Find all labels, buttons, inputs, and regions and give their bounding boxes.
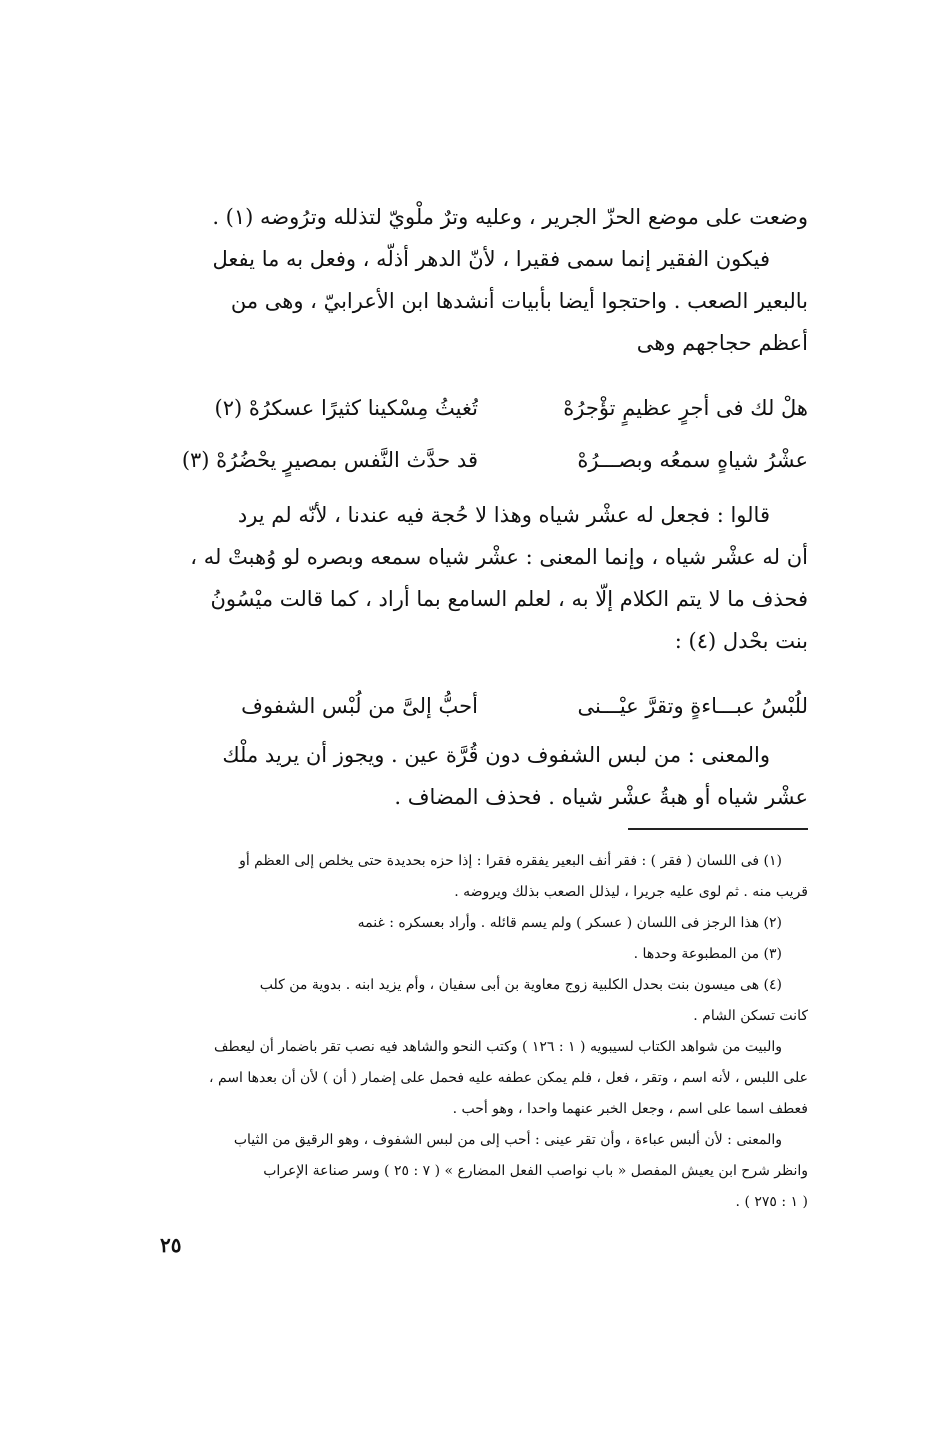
verse-line <box>160 388 808 428</box>
body-line: بالبعير الصعب . واحتجوا أيضا بأبيات أنشدها ابن الأعرابيّ ، وهى من <box>230 289 808 313</box>
footnote-line: وانظر شرح ابن يعيش المفصل « باب نواصب الفعل المضارع » ( ٧ : ٢٥ ) وسر صناعة الإعراب <box>263 1163 808 1179</box>
body-line: أن له عشْر شياه ، وإنما المعنى : عشْر شياه سمعه وبصره لو وُهبتْ له ، <box>190 545 808 569</box>
footnote-line: (٢) هذا الرجز فى اللسان ( عسكر ) ولم يسم قائله . وأراد بعسكره : غنمه <box>357 915 782 931</box>
footnote-line: قريب منه . ثم لوى عليه جريرا ، ليذلل الصعب بذلك ويروضه . <box>454 884 808 900</box>
footnote-line: والبيت من شواهد الكتاب لسيبويه ( ١ : ١٢٦ ) وكتب النحو والشاهد فيه نصب تقر باضمار أن ليعطف <box>213 1039 782 1055</box>
verse-first-hemistich: عشْرُ شياهٍ سمعُه وبصـــرُهْ <box>577 448 808 472</box>
body-line: بنت بحْدل (٤) : <box>674 629 808 653</box>
footnote-line: على اللبس ، لأنه اسم ، وتقر ، فعل ، فلم يمكن عطفه عليه فحمل على إضمار ( أن ) لأن أن بعدها اسم ، <box>208 1070 808 1086</box>
body-line: فيكون الفقير إنما سمى فقيرا ، لأنّ الدهر أذلّه ، وفعل به ما يفعل <box>212 247 770 271</box>
verse-second-hemistich: أحبُّ إلىَّ من لُبْس الشفوف <box>241 694 478 718</box>
footnote-line: والمعنى : لأن ألبس عباءة ، وأن تقر عينى : أحب إلى من لبس الشفوف ، وهو الرقيق من الثياب <box>233 1132 782 1148</box>
footnote-line: كانت تسكن الشام . <box>693 1008 808 1024</box>
body-line: أعظم حجاجهم وهى <box>636 331 808 355</box>
body-paragraph-3 <box>160 734 808 818</box>
verse-second-hemistich: قد حدَّث النَّفس بمصيرٍ يحْضُرُهْ (٣) <box>181 448 478 472</box>
body-line: قالوا : فجعل له عشْر شياه وهذا لا حُجة فيه عندنا ، لأنّه لم يرد <box>237 503 770 527</box>
body-line: عشْر شياه أو هبةُ عشْر شياه . فحذف المضاف . <box>394 785 808 809</box>
footnote-line: (١) فى اللسان ( فقر ) : فقر أنف البعير يفقره فقرا : إذا حزه بحديدة حتى يخلص إلى العظم أو <box>239 853 782 869</box>
footnote-divider <box>628 828 808 830</box>
footnote-line: (٤) هى ميسون بنت بحدل الكلبية زوج معاوية بن أبى سفيان ، وأم يزيد ابنه . بدوية من كلب <box>259 977 782 993</box>
verse-line <box>160 686 808 726</box>
footnote-line: (٣) من المطبوعة وحدها . <box>633 946 782 962</box>
body-line: فحذف ما لا يتم الكلام إلّا به ، لعلم السامع بما أراد ، كما قالت ميْسُونُ <box>210 587 808 611</box>
body-paragraph-2 <box>160 494 808 662</box>
page-number: ٢٥ <box>160 1233 182 1257</box>
footnote-line: فعطف اسما على اسم ، وجعل الخبر عنهما واحدا ، وهو أحب . <box>452 1101 808 1117</box>
verse-second-hemistich: تُغيثُ مِسْكينا كثيرًا عسكرُهْ (٢) <box>214 396 478 420</box>
body-line: وضعت على موضع الحزّ الجرير ، وعليه وترٌ ملْويّ لتذلله وترُوضه (١) . <box>212 205 808 229</box>
body-line: والمعنى : من لبس الشفوف دون قُرَّة عين . ويجوز أن يريد ملْك <box>222 743 770 767</box>
body-paragraph-1 <box>160 196 808 364</box>
verse-first-hemistich: هلْ لك فى أجرٍ عظيمٍ تؤْجرُهْ <box>563 396 808 420</box>
footnote-line: ( ١ : ٢٧٥ ) . <box>735 1194 808 1210</box>
verse-line <box>160 440 808 480</box>
verse-first-hemistich: للُبْسُ عبـــاءةٍ وتقرَّ عيْـــنى <box>577 694 808 718</box>
footnotes <box>160 846 808 1218</box>
